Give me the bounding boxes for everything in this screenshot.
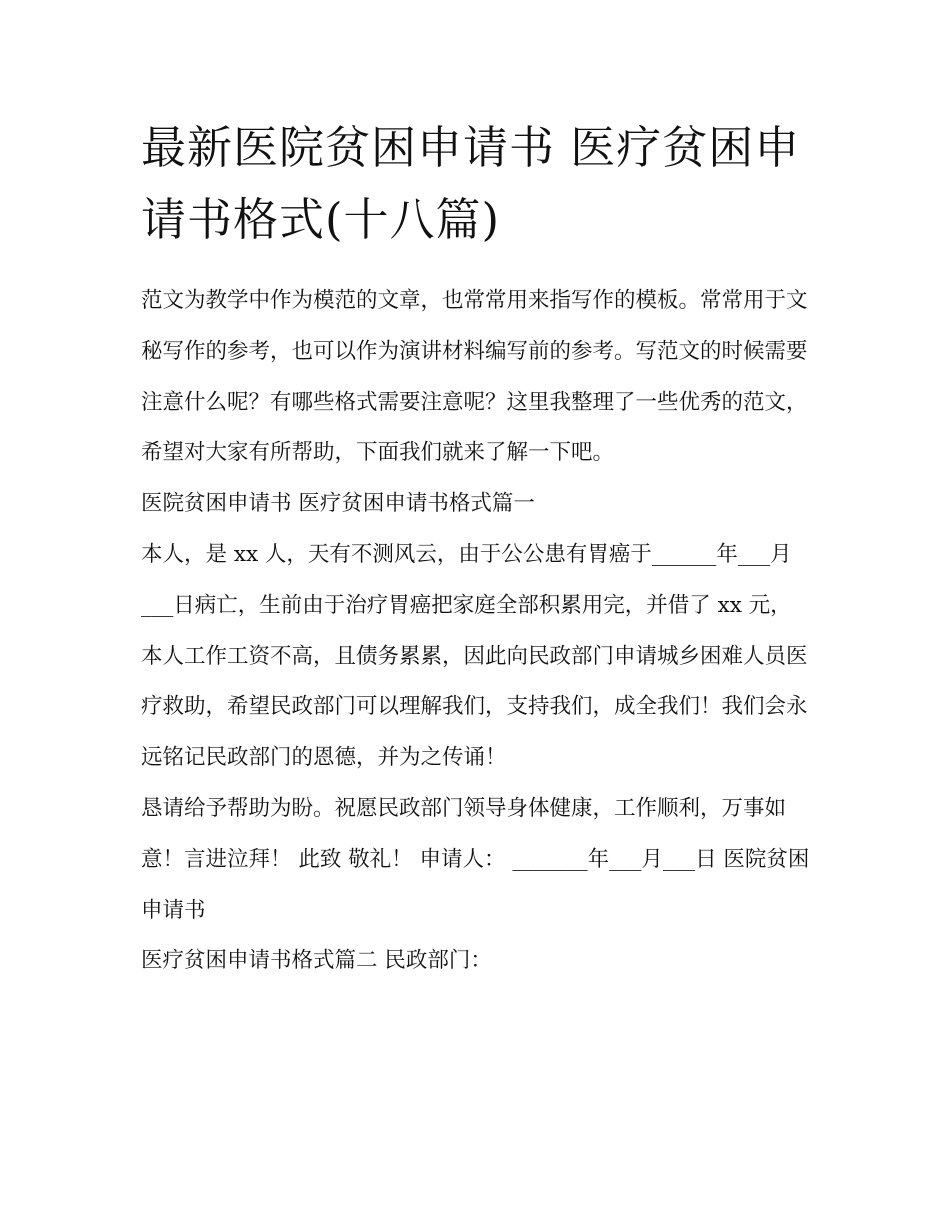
closing-paragraph: 恳请给予帮助为盼。祝愿民政部门领导身体健康，工作顺利，万事如意！言进泣拜！ 此致 敬礼！ 申请人： _______年___月___日 医院贫困申请书 [141, 795, 810, 923]
section-heading-one: 医院贫困申请书 医疗贫困申请书格式篇一 [141, 491, 535, 517]
document-body [141, 276, 813, 987]
section-heading-two: 医疗贫困申请书格式篇二 民政部门： [141, 948, 492, 974]
application-paragraph: 本人，是 xx 人，天有不测风云，由于公公患有胃癌于______年___月___日病亡，生前由于治疗胃癌把家庭全部积累用完，并借了 xx 元，本人工作工资不高，且债务累累，因此向民政部门申请城乡困难人员医疗救助，希望民政部门可以理解我们，支持我们，成全我们！我们会永远铭记民政部门的恩德，并为之传诵！ [141, 541, 808, 771]
intro-paragraph: 范文为教学中作为模范的文章，也常常用来指写作的模板。常常用于文秘写作的参考，也可以作为演讲材料编写前的参考。写范文的时候需要注意什么呢？有哪些格式需要注意呢？这里我整理了一些优秀的范文，希望对大家有所帮助，下面我们就来了解一下吧。 [141, 288, 808, 466]
document-title: 最新医院贫困申请书 医疗贫困申请书格式(十八篇) [141, 121, 801, 246]
